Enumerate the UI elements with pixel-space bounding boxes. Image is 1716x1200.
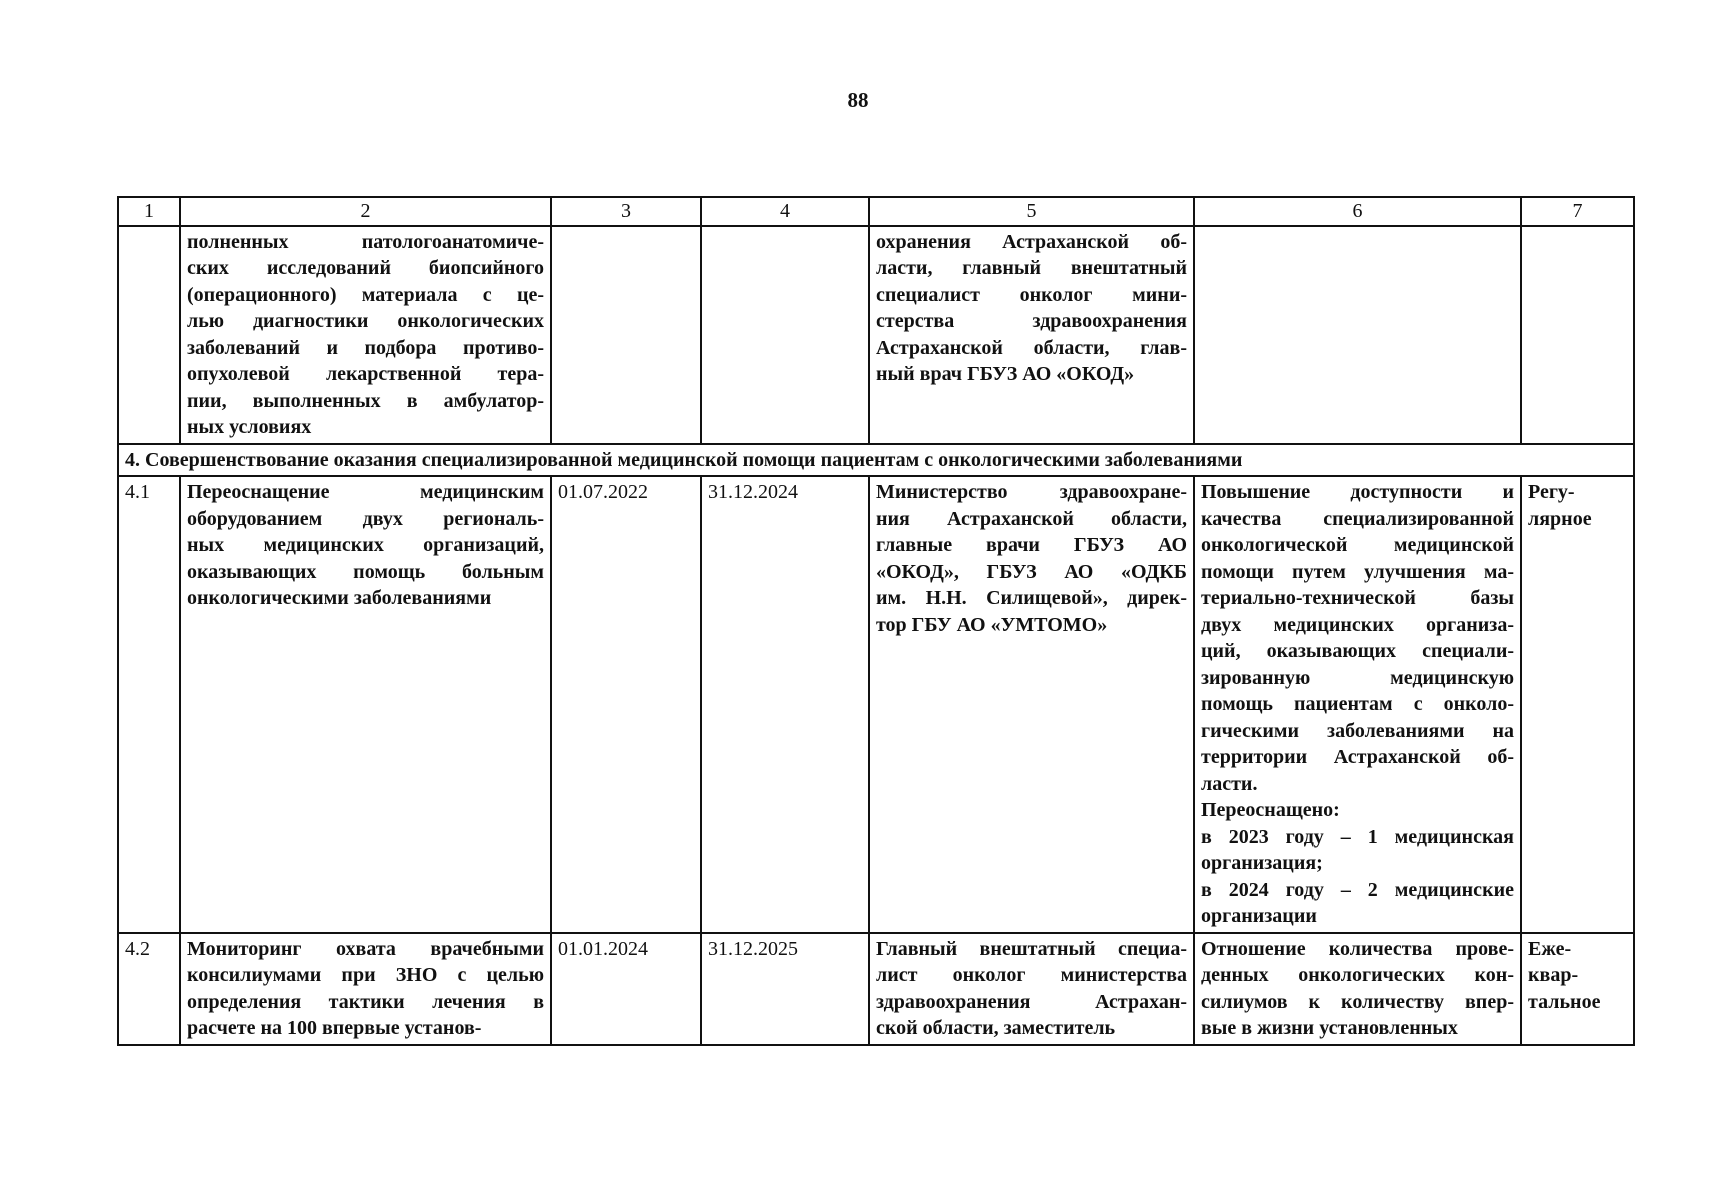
cell-line: организация;	[1201, 852, 1323, 874]
cell-line: специалист онколог мини-	[876, 283, 1187, 306]
continuation-end-cell	[701, 226, 869, 444]
section-title: 4. Совершенствование оказания специализированной медицинской помощи пациентам с онкологическими заболеваниями	[118, 444, 1634, 477]
row-number: 4.1	[118, 476, 180, 933]
cell-line: Переоснащено:	[1201, 799, 1340, 821]
cell-line: вые в жизни установленных	[1201, 1017, 1458, 1039]
cell-line: Главный внештатный специа-	[876, 937, 1187, 960]
activity-cell	[180, 476, 551, 933]
continuation-result-cell	[1194, 226, 1521, 444]
cell-line: пии, выполненных в амбулатор-	[187, 389, 544, 412]
cell-line: консилиумами при ЗНО с целью	[187, 964, 544, 986]
cell-line: териально-технической базы	[1201, 587, 1514, 609]
cell-line: территории Астраханской об-	[1201, 746, 1514, 768]
cell-line: тальное	[1528, 990, 1601, 1013]
section-row	[118, 444, 1634, 477]
frequency-cell	[1521, 476, 1634, 933]
column-header-7: 7	[1521, 197, 1634, 226]
table-row	[118, 933, 1634, 1045]
column-header-3: 3	[551, 197, 701, 226]
frequency-cell	[1521, 933, 1634, 1045]
end-date-cell: 31.12.2024	[701, 476, 869, 933]
cell-line: опухолевой лекарственной тера-	[187, 363, 544, 385]
end-date-cell: 31.12.2025	[701, 933, 869, 1045]
continuation-activity-cell	[180, 226, 551, 444]
result-cell	[1194, 933, 1521, 1045]
cell-line: лист онколог министерства	[876, 964, 1187, 986]
cell-line: ных условиях	[187, 416, 312, 438]
result-cell	[1194, 476, 1521, 933]
cell-line: расчете на 100 впервые установ-	[187, 1017, 482, 1039]
cell-line: здравоохранения Астрахан-	[876, 990, 1187, 1013]
continuation-frequency-cell	[1521, 226, 1634, 444]
cell-line: тор ГБУ АО «УМТОМО»	[876, 613, 1108, 636]
cell-line: Отношение количества прове-	[1201, 937, 1514, 960]
page-number: 88	[847, 88, 869, 112]
cell-line: организации	[1201, 905, 1317, 927]
cell-line: оборудованием двух региональ-	[187, 507, 544, 530]
continuation-start-cell	[551, 226, 701, 444]
cell-line: Переоснащение медицинским	[187, 481, 544, 503]
row-number: 4.2	[118, 933, 180, 1045]
cell-line: ный врач ГБУЗ АО «ОКОД»	[876, 363, 1135, 385]
cell-line: охранения Астраханской об-	[876, 230, 1187, 253]
column-header-2: 2	[180, 197, 551, 226]
cell-line: ласти.	[1201, 772, 1258, 795]
cell-line: «ОКОД», ГБУЗ АО «ОДКБ	[876, 560, 1187, 583]
responsible-cell	[869, 933, 1194, 1045]
cell-line: помощь пациентам с онколо-	[1201, 693, 1514, 715]
table-row	[118, 476, 1634, 933]
cell-line: лярное	[1528, 507, 1592, 530]
responsible-cell	[869, 476, 1194, 933]
cell-line: им. Н.Н. Силищевой», дирек-	[876, 587, 1187, 609]
cell-line: онкологической медицинской	[1201, 534, 1514, 556]
continuation-row	[118, 226, 1634, 444]
column-header-4: 4	[701, 197, 869, 226]
cell-line: онкологическими заболеваниями	[187, 587, 492, 609]
cell-line: Астраханской области, глав-	[876, 336, 1187, 359]
cell-line: определения тактики лечения в	[187, 990, 544, 1013]
cell-line: Повышение доступности и	[1201, 481, 1514, 503]
cell-line: денных онкологических кон-	[1201, 964, 1514, 986]
continuation-num-cell	[118, 226, 180, 444]
cell-line: главные врачи ГБУЗ АО	[876, 534, 1187, 556]
cell-line: Министерство здравоохране-	[876, 481, 1187, 503]
cell-line: ций, оказывающих специали-	[1201, 640, 1514, 662]
cell-line: гическими заболеваниями на	[1201, 719, 1514, 742]
cell-line: в 2023 году – 1 медицинская	[1201, 825, 1514, 848]
cell-line: силиумов к количеству впер-	[1201, 990, 1514, 1013]
cell-line: стерства здравоохранения	[876, 310, 1187, 332]
cell-line: квар-	[1528, 964, 1579, 986]
cell-line: полненных патологоанатомиче-	[187, 230, 544, 253]
start-date-cell: 01.07.2022	[551, 476, 701, 933]
cell-line: помощи путем улучшения ма-	[1201, 560, 1514, 583]
cell-line: лью диагностики онкологических	[187, 310, 544, 332]
plan-table	[117, 196, 1635, 1046]
column-header-5: 5	[869, 197, 1194, 226]
cell-line: двух медицинских организа-	[1201, 613, 1514, 636]
activity-cell	[180, 933, 551, 1045]
column-header-1: 1	[118, 197, 180, 226]
cell-line: Мониторинг охвата врачебными	[187, 937, 544, 960]
cell-line: качества специализированной	[1201, 507, 1514, 530]
cell-line: Еже-	[1528, 937, 1572, 960]
start-date-cell: 01.01.2024	[551, 933, 701, 1045]
cell-line: зированную медицинскую	[1201, 666, 1514, 689]
cell-line: ских исследований биопсийного	[187, 257, 544, 279]
cell-line: ской области, заместитель	[876, 1017, 1116, 1039]
cell-line: оказывающих помощь больным	[187, 560, 544, 583]
cell-line: в 2024 году – 2 медицинские	[1201, 878, 1514, 901]
cell-line: ния Астраханской области,	[876, 507, 1187, 530]
continuation-responsible-cell	[869, 226, 1194, 444]
cell-line: ных медицинских организаций,	[187, 534, 544, 556]
cell-line: ласти, главный внештатный	[876, 257, 1187, 279]
column-header-6: 6	[1194, 197, 1521, 226]
column-number-row	[118, 197, 1634, 226]
cell-line: (операционного) материала с це-	[187, 283, 544, 306]
cell-line: заболеваний и подбора противо-	[187, 336, 544, 359]
cell-line: Регу-	[1528, 481, 1575, 503]
